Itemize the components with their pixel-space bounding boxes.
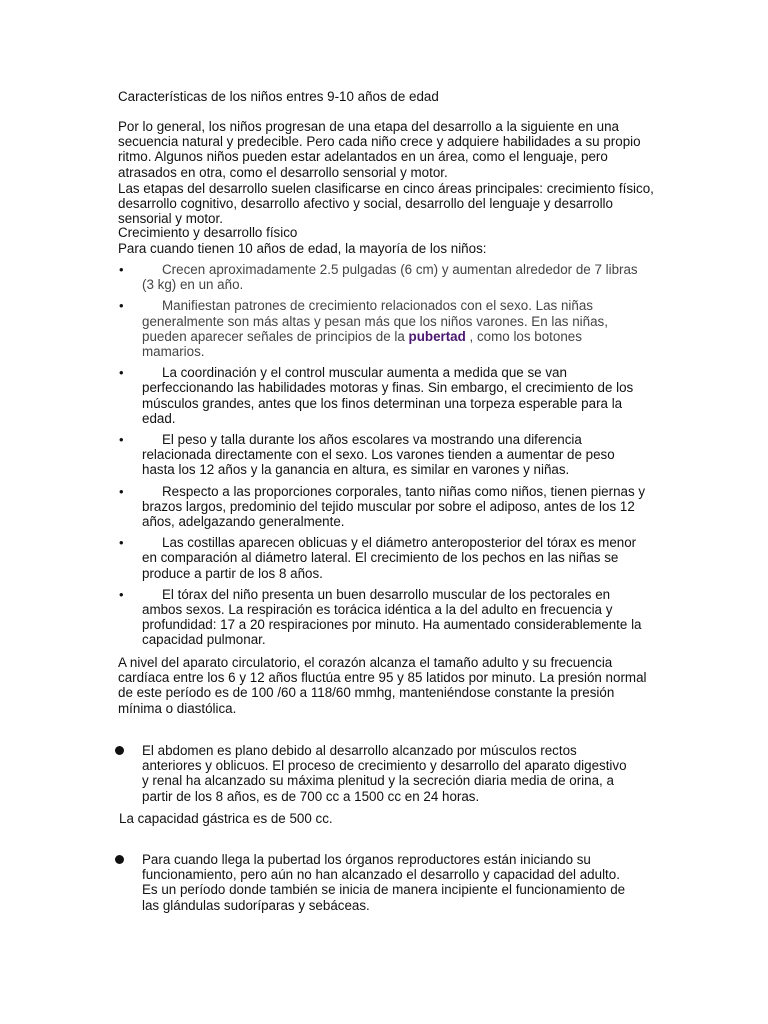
gastric-capacity-text: La capacidad gástrica es de 500 cc. bbox=[119, 811, 333, 826]
list-item bbox=[118, 484, 648, 530]
list-item bbox=[118, 262, 648, 292]
bullet-icon: • bbox=[119, 432, 124, 448]
pubertad-link[interactable]: pubertad bbox=[408, 328, 466, 344]
bullet-icon: • bbox=[119, 365, 124, 381]
puberty-bullet-list bbox=[114, 852, 634, 913]
list-item-text: Para cuando llega la pubertad los órganos reproductores están iniciando su funcionamiento, pero aún no han alcanzado el desarrollo y capacidad del adulto. Es un período donde también se inicia de manera incipiente el funcionamiento de las glándulas sudoríparas y sebáceas. bbox=[142, 852, 626, 913]
bullet-dot-icon bbox=[115, 746, 124, 755]
list-item-text-before: Manifiestan patrones de crecimiento relacionados con el sexo. Las niñas generalmente son más altas y pesan más que los niños varones. En las niñas, pueden aparecer señales de principios de la bbox=[142, 298, 608, 344]
list-item-text: Respecto a las proporciones corporales, tanto niñas como niños, tienen piernas y brazos largos, predominio del tejido muscular por sobre el adiposo, antes de los 12 años, adelgazando generalmente. bbox=[142, 483, 646, 530]
bullet-icon: • bbox=[119, 262, 124, 277]
bullet-dot-icon bbox=[115, 855, 124, 864]
intro-paragraph: Por lo general, los niños progresan de una etapa del desarrollo a la siguiente en una secuencia natural y predecible. Pero cada niño crece y adquiere habilidades a su propio ritmo. Algunos niños pueden estar adelantados en un área, como el lenguaje, pero atrasados en otra, como el desarrollo sensorial y motor. bbox=[118, 119, 641, 180]
list-item bbox=[114, 743, 634, 804]
bullet-icon: • bbox=[119, 535, 124, 551]
list-item bbox=[118, 298, 648, 359]
list-item-text: El peso y talla durante los años escolares va mostrando una diferencia relacionada directamente con el sexo. Los varones tienden a aumentar de peso hasta los 12 años y la ganancia en altura, es similar en varones y niñas. bbox=[142, 432, 615, 478]
list-item bbox=[118, 587, 648, 648]
bullet-icon: • bbox=[119, 586, 124, 602]
bullet-icon: • bbox=[119, 298, 124, 314]
list-item-text: La coordinación y el control muscular aumenta a medida que se van perfeccionando las habilidades motoras y finas. Sin embargo, el crecimiento de los músculos grandes, antes que los finos determinan una torpeza esperable para la edad. bbox=[142, 365, 634, 426]
circulatory-paragraph: A nivel del aparato circulatorio, el corazón alcanza el tamaño adulto y su frecuencia cardíaca entre los 6 y 12 años fluctúa entre 95 y 85 latidos por minuto. La presión normal de este período es de 100 /60 a 118/60 mmhg, manteniéndose constante la presión mínima o diastólica. bbox=[118, 655, 647, 716]
list-item-text-after: , como los botones mamarios. bbox=[142, 328, 582, 360]
list-item-text bbox=[142, 298, 648, 359]
list-item bbox=[118, 432, 648, 478]
list-item bbox=[114, 852, 634, 913]
list-item-text: Crecen aproximadamente 2.5 pulgadas (6 cm) y aumentan alrededor de 7 libras (3 kg) en un año. bbox=[142, 262, 638, 293]
lead-in-text: Para cuando tienen 10 años de edad, la mayoría de los niños: bbox=[118, 241, 487, 256]
list-item-text: El abdomen es plano debido al desarrollo alcanzado por músculos rectos anteriores y oblicuos. El proceso de crecimiento y desarrollo del aparato digestivo y renal ha alcanzado su máxima plenitud y la secreción diaria media de orina, a partir de los 8 años, es de 700 cc a 1500 cc en 24 horas. bbox=[142, 743, 627, 804]
growth-bullet-list bbox=[118, 262, 648, 654]
list-item-text: Las costillas aparecen oblicuas y el diámetro anteroposterior del tórax es menor en comparación al diámetro lateral. El crecimiento de los pechos en las niñas se produce a partir de los 8 años. bbox=[142, 535, 637, 581]
section-heading: Crecimiento y desarrollo físico bbox=[118, 225, 298, 240]
list-item bbox=[118, 365, 648, 426]
page-title: Características de los niños entres 9-10 años de edad bbox=[118, 89, 439, 104]
list-item bbox=[118, 535, 648, 581]
abdomen-bullet-list bbox=[114, 743, 634, 804]
areas-paragraph: Las etapas del desarrollo suelen clasificarse en cinco áreas principales: crecimiento físico, desarrollo cognitivo, desarrollo afectivo y social, desarrollo del lenguaje y desarrollo sensorial y motor. bbox=[118, 181, 654, 227]
bullet-icon: • bbox=[119, 483, 124, 499]
list-item-text: El tórax del niño presenta un buen desarrollo muscular de los pectorales en ambos sexos. La respiración es torácica idéntica a la del adulto en frecuencia y profundidad: 17 a 20 respiraciones por minuto. Ha aumentado considerablemente la capacidad pulmonar. bbox=[142, 586, 642, 648]
